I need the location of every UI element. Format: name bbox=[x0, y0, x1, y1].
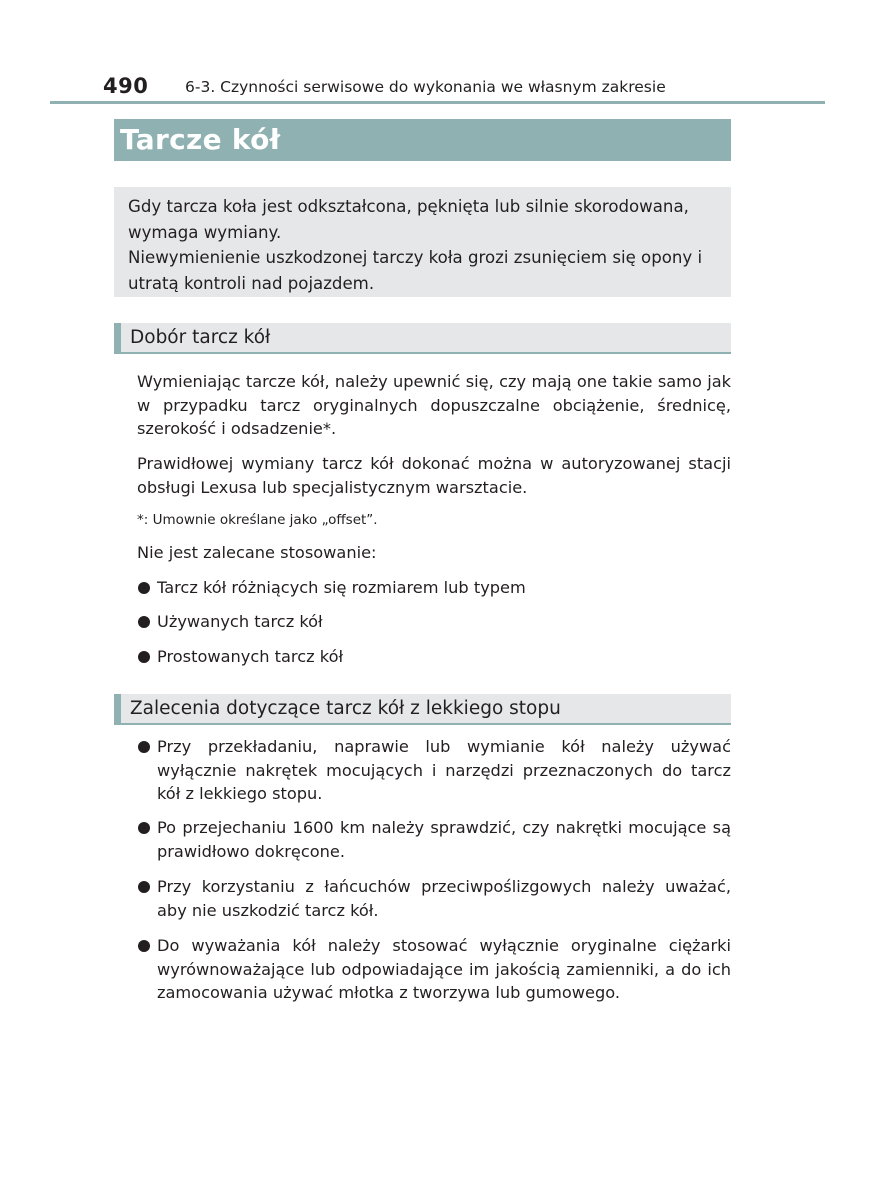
page-header bbox=[103, 74, 827, 104]
warning-text-2: Niewymienienie uszkodzonej tarczy koła grozi zsunięciem się opony i utratą kontroli nad pojazdem. bbox=[128, 248, 703, 293]
page-title: Tarcze kół bbox=[114, 119, 731, 161]
chapter-title: 6-3. Czynności serwisowe do wykonania we własnym zakresie bbox=[185, 78, 666, 96]
section-heading-selection: Dobór tarcz kół bbox=[114, 323, 731, 354]
bullet-icon bbox=[138, 616, 150, 628]
list-item: Przy przekładaniu, naprawie lub wymianie kół należy używać wyłącznie nakrętek mocujących i narzędzi przeznaczonych do tarcz kół z lekkiego stopu. bbox=[137, 735, 731, 806]
list-item: Do wyważania kół należy stosować wyłącznie oryginalne ciężarki wyrównoważające lub odpowiadające im jakością zamienniki, a do ich zamocowania używać młotka z tworzywa lub gumowego. bbox=[137, 934, 731, 1005]
bullet-icon bbox=[138, 822, 150, 834]
list-item: Po przejechaniu 1600 km należy sprawdzić, czy nakrętki mocujące są prawidłowo dokręcone. bbox=[137, 816, 731, 863]
bullet-icon bbox=[138, 741, 150, 753]
paragraph-1: Wymieniając tarcze kół, należy upewnić się, czy mają one takie samo jak w przypadku tarcz oryginalnych dopuszczalne obciążenie, średnicę, szerokość i odsadzenie*. bbox=[137, 372, 731, 439]
warning-text-1: Gdy tarcza koła jest odkształcona, pęknięta lub silnie skorodowana, wymaga wymiany. bbox=[128, 197, 689, 242]
not-recommended-intro: Nie jest zalecane stosowanie: bbox=[137, 543, 377, 562]
list-item: Używanych tarcz kół bbox=[137, 610, 731, 634]
bullet-icon bbox=[138, 940, 150, 952]
list-item: Tarcz kół różniących się rozmiarem lub typem bbox=[137, 576, 731, 600]
bullet-icon bbox=[138, 582, 150, 594]
list-item: Przy korzystaniu z łańcuchów przeciwpoślizgowych należy uważać, aby nie uszkodzić tarcz kół. bbox=[137, 875, 731, 922]
list-item: Prostowanych tarcz kół bbox=[137, 645, 731, 669]
page-number: 490 bbox=[103, 74, 149, 98]
paragraph-requirements bbox=[137, 370, 731, 441]
bullet-icon bbox=[138, 651, 150, 663]
paragraph-2: Prawidłowej wymiany tarcz kół dokonać można w autoryzowanej stacji obsługi Lexusa lub specjalistycznym warsztacie. bbox=[137, 454, 731, 497]
section-heading-alloy: Zalecenia dotyczące tarcz kół z lekkiego stopu bbox=[114, 694, 731, 725]
bullet-icon bbox=[138, 881, 150, 893]
paragraph-service bbox=[137, 452, 731, 499]
warning-box bbox=[114, 187, 731, 297]
header-rule bbox=[50, 101, 825, 104]
footnote: *: Umownie określane jako „offset”. bbox=[137, 512, 378, 528]
